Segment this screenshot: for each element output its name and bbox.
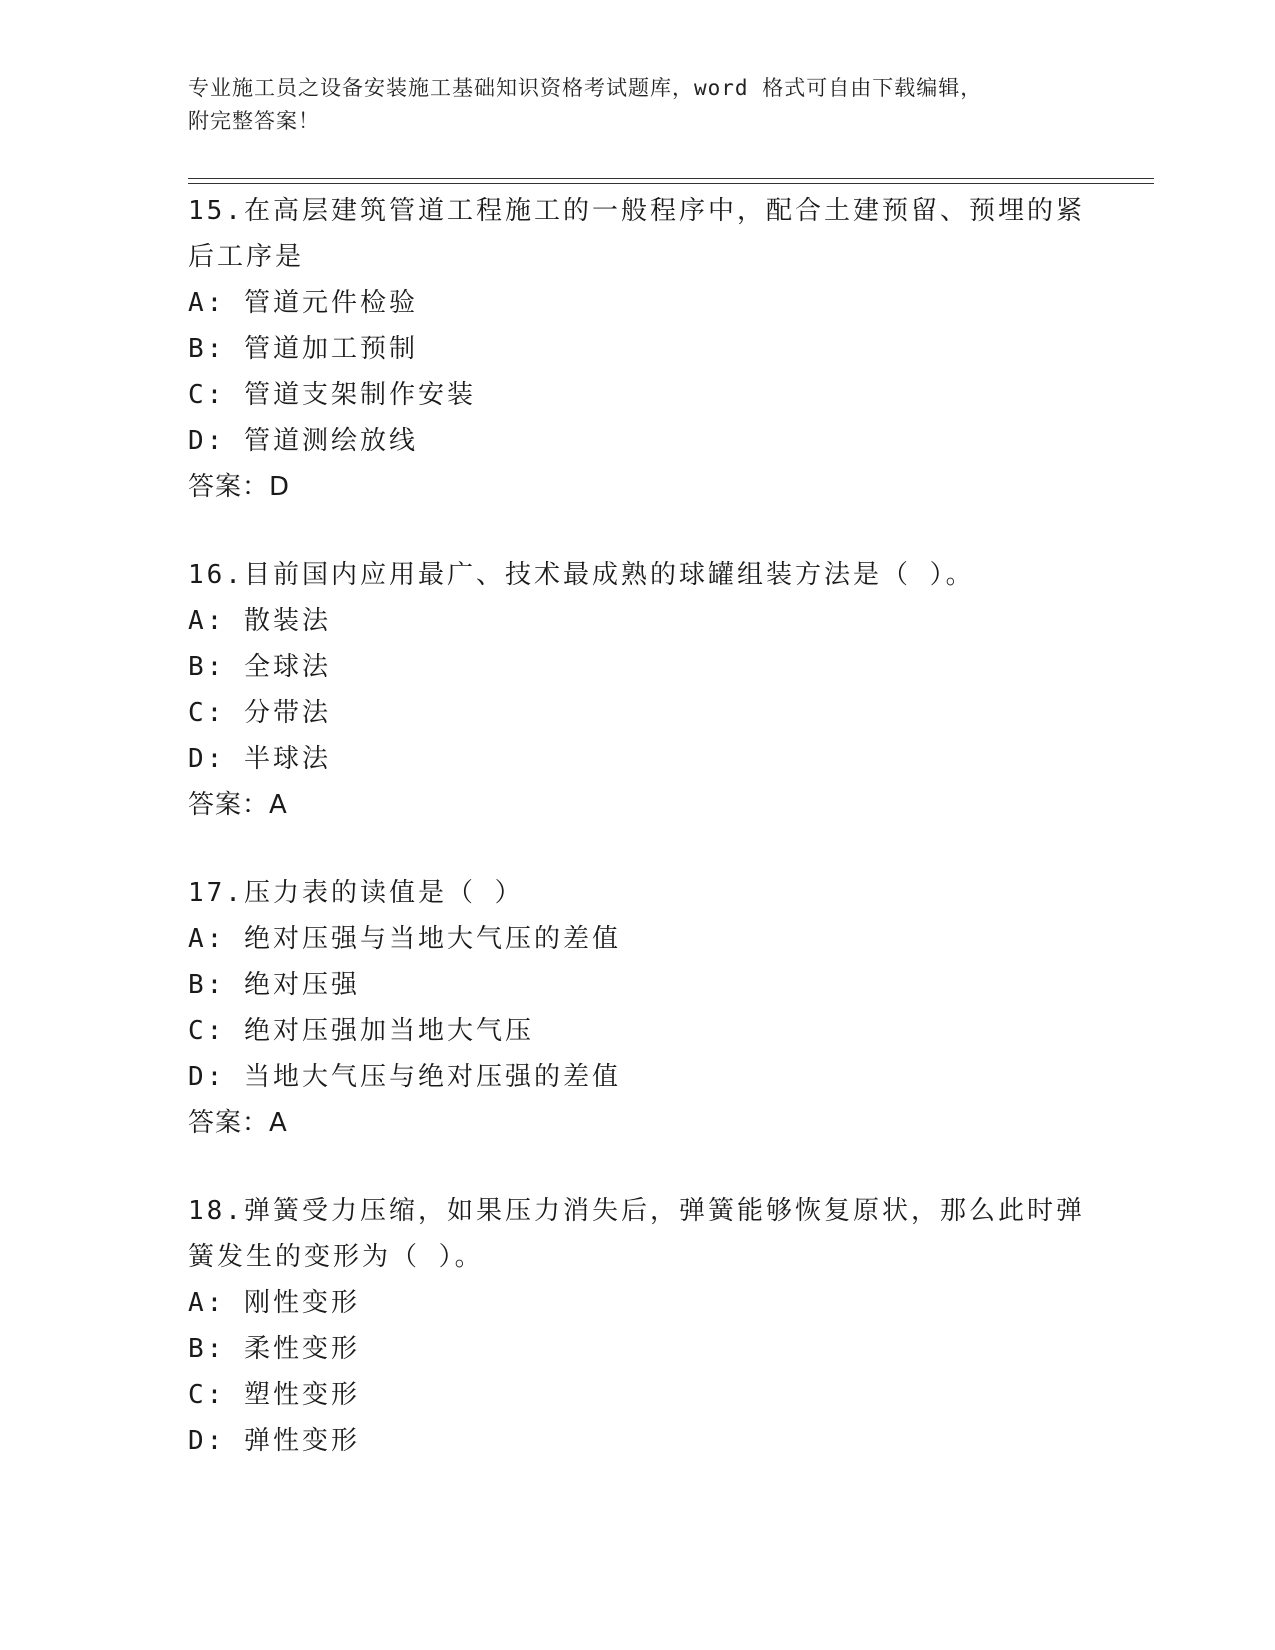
- option-c: C: 绝对压强加当地大气压: [188, 1016, 534, 1046]
- option-c: C: 分带法: [188, 698, 331, 728]
- question-16: [188, 552, 1088, 828]
- option-list: [188, 280, 1088, 464]
- option-list: [188, 1280, 1088, 1464]
- option-a: A: 刚性变形: [188, 1288, 360, 1318]
- document-header: [188, 72, 1068, 138]
- question-text-line-2: 簧发生的变形为（ ）。: [188, 1242, 484, 1272]
- option-list: [188, 916, 1088, 1100]
- option-d: D: 半球法: [188, 744, 331, 774]
- option-list: [188, 598, 1088, 782]
- option-d: D: 弹性变形: [188, 1426, 360, 1456]
- header-line-1: 专业施工员之设备安装施工基础知识资格考试题库，word 格式可自由下载编辑，: [188, 76, 983, 100]
- option-d: D: 当地大气压与绝对压强的差值: [188, 1062, 621, 1092]
- answer-text: 答案：A: [188, 790, 288, 820]
- option-b: B: 管道加工预制: [188, 334, 418, 364]
- question-17: [188, 870, 1088, 1146]
- question-list: [188, 188, 1088, 1506]
- question-text-line-1: 17.压力表的读值是（ ）: [188, 878, 524, 908]
- option-c: C: 管道支架制作安装: [188, 380, 476, 410]
- option-a: A: 散装法: [188, 606, 331, 636]
- question-text-line-1: 15.在高层建筑管道工程施工的一般程序中，配合土建预留、预埋的紧: [188, 196, 1085, 226]
- option-c: C: 塑性变形: [188, 1380, 360, 1410]
- answer-text: 答案：D: [188, 472, 291, 502]
- option-a: A: 管道元件检验: [188, 288, 418, 318]
- option-b: B: 全球法: [188, 652, 331, 682]
- question-text-line-1: 16.目前国内应用最广、技术最成熟的球罐组装方法是（ ）。: [188, 560, 975, 590]
- question-text-line-2: 后工序是: [188, 242, 305, 272]
- option-b: B: 柔性变形: [188, 1334, 360, 1364]
- question-text-line-1: 18.弹簧受力压缩，如果压力消失后，弹簧能够恢复原状，那么此时弹: [188, 1196, 1085, 1226]
- option-d: D: 管道测绘放线: [188, 426, 418, 456]
- header-line-2: 附完整答案！: [188, 109, 320, 133]
- option-b: B: 绝对压强: [188, 970, 360, 1000]
- header-divider-bottom: [188, 183, 1154, 184]
- header-divider-top: [188, 178, 1154, 179]
- option-a: A: 绝对压强与当地大气压的差值: [188, 924, 621, 954]
- question-15: [188, 188, 1088, 510]
- answer-text: 答案：A: [188, 1108, 288, 1138]
- question-18: [188, 1188, 1088, 1464]
